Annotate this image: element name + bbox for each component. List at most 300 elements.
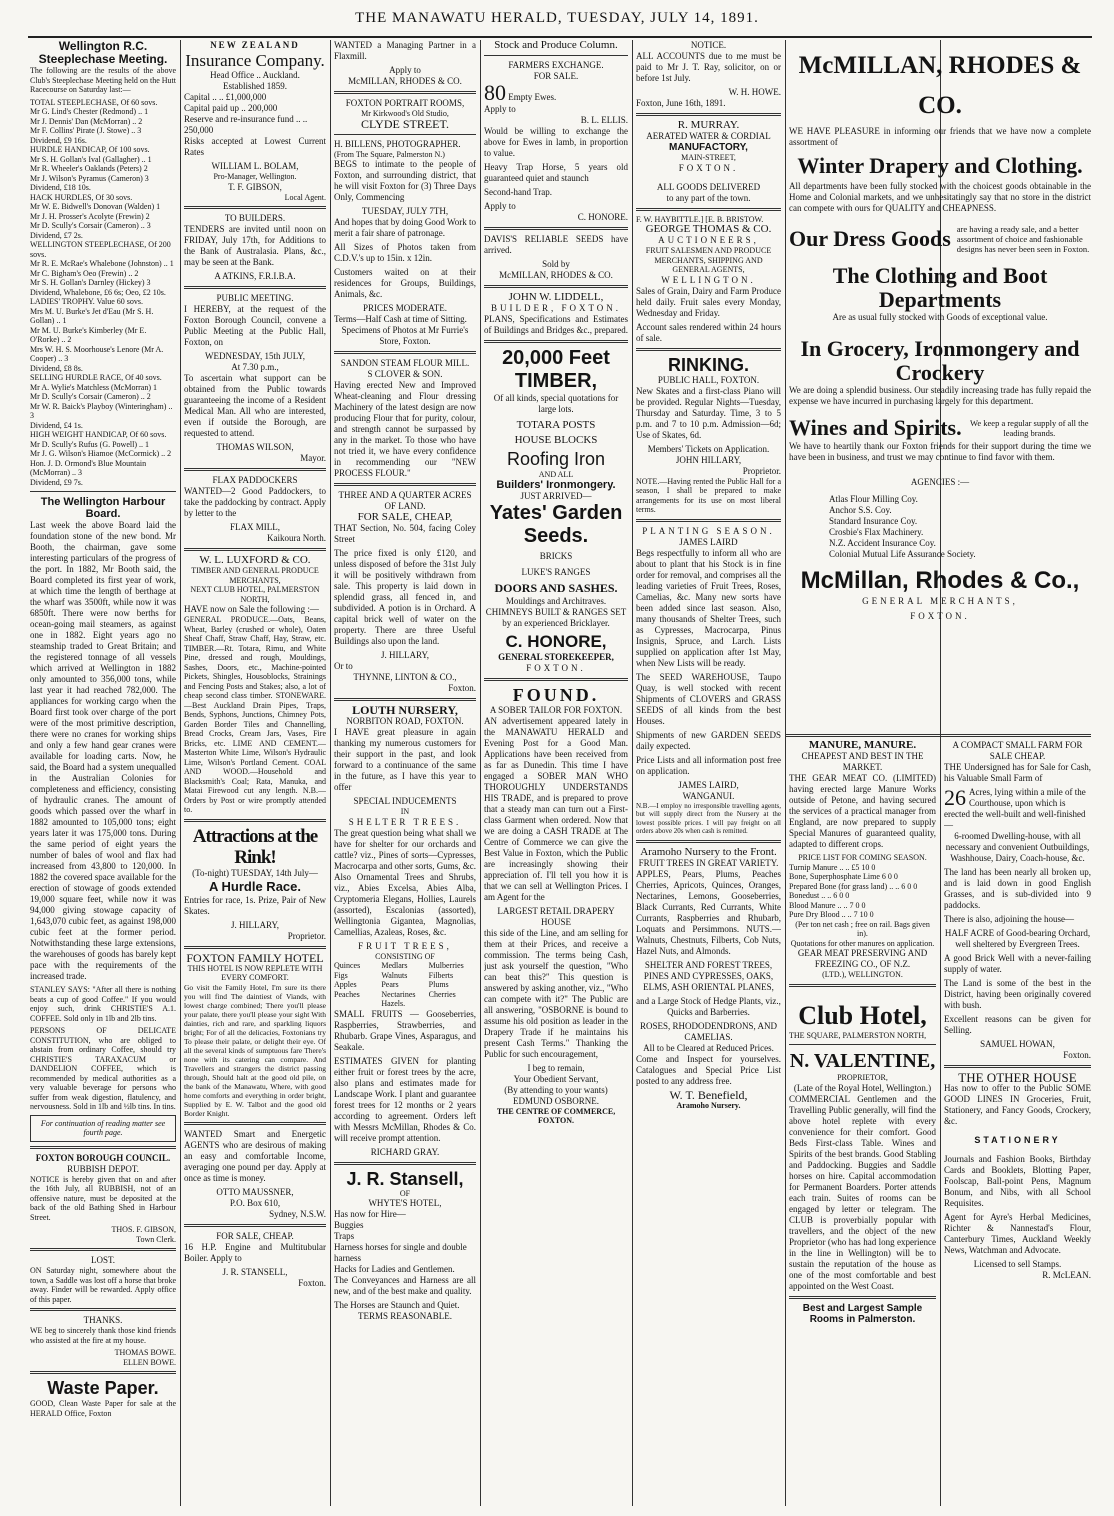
race-line: Mr J. Wilson's Pyramus (Cameron) 3 [30,173,149,183]
terms-half: Terms—Half Cash at time of Sitting. [334,314,467,324]
kirkwood: Mr Kirkwood's Old Studio, [361,109,449,118]
fruit-item: Mulberries [428,961,464,970]
fruit-item: Cherries [428,989,456,999]
journals: Journals and Fashion Books, Birthday Cards and Booklets, Blotting Paper, Foolscap, Ball-point Pens, Magnum Bonum, and Nibs, with all School Requisites. [944,1154,1091,1208]
hire-item: Buggies [334,1220,364,1230]
race-line: Mr D. Scully's Rufus (G. Powell) .. 1 [30,439,149,449]
nb-laird: N.B.—I employ no irresponsible travelling agents, but will supply direct from the Nursery at the lowest possible prices. I will pay freight on all orders above 20s when cash is remitted. [636,801,781,835]
flax-body: WANTED—2 Good Paddockers, to take the paddocking by contract. Apply by letter to the [184,486,326,518]
wanted-partner: WANTED a Managing Partner in a Flaxmill. [334,40,476,61]
mcmillan-rule [785,734,1091,737]
column-divider [480,40,481,1506]
column-divider [785,40,786,1506]
fruit-item: Quinces [334,961,361,970]
race-line: Dividend, £4 1s. [30,420,83,430]
established: Established 1859. [223,81,287,91]
horses-staunch: The Horses are Staunch and Quiet. [334,1300,460,1310]
race-line: Mr J. Dennis' Dan (McMorran) .. 2 [30,116,143,126]
stock-title: Stock and Produce Column. [494,40,618,51]
clover-son: S CLOVER & SON. [367,369,443,379]
new-skates: New Skates and a first-class Piano will be provided. Regular Nights—Tuesday, Thursday and Saturday. Time, 3 to 5 p.m. and 7 to 10 p.m. Admission—6d; Use of Skates, 6d. [636,385,781,440]
bricks: BRICKS [539,550,573,561]
bolam-role: Pro-Manager, Wellington. [213,172,297,181]
wines-side: We keep a regular supply of all the leading brands. [970,418,1089,438]
plans-body: PLANS, Specifications and Estimates of Buildings and Bridges &c., prepared. [484,314,628,335]
manure-title: MANURE, MANURE. [808,740,917,751]
waste-title: Waste Paper. [47,1378,159,1398]
shelter-trees: SHELTER TREES. [348,816,462,827]
davis-seeds: DAVIS'S RELIABLE SEEDS have arrived. [484,234,628,255]
lukes-ranges: LUKE'S RANGES [521,566,591,577]
hire-list [334,1220,476,1275]
builder: BUILDER, FOXTON. [490,303,622,313]
acres-body: Acres, lying within a mile of the Courthouse, upon which is erected the well-built and well-finished— [944,787,1086,830]
hp-engine: 16 H.P. Engine and Multitubular Boiler. Apply to [184,1241,326,1263]
local-agent: Local Agent. [284,192,326,202]
gear-sig: GEAR MEAT PRESERVING AND FREEZING CO., OF N.Z. [797,948,928,969]
mayor-name: THOMAS WILSON, [216,442,294,452]
mayor-title: Mayor. [300,453,326,463]
fruit-salesmen: FRUIT SALESMEN AND PRODUCE MERCHANTS, SHIPPING AND GENERAL AGENTS, [645,246,772,274]
proprietor-c7: PROPRIETOR, [837,1073,888,1082]
race-results [30,98,176,488]
risks: Risks accepted at Lowest Current Rates [184,136,326,157]
flax-mill: FLAX MILL, [230,522,280,532]
maussner: OTTO MAUSSNER, [216,1186,294,1197]
column-4 [484,40,628,1506]
roses: ROSES, RHODODENDRONS, AND CAMELIAS. [639,1020,778,1042]
roofing-iron: Roofing Iron [506,449,606,469]
gibson-signature: THOS. F. GIBSON, [111,1225,176,1234]
cheapest: CHEAPEST AND BEST IN THE MARKET. [801,751,924,772]
fruit-item: Pears [381,980,399,989]
stansell-sig: J. R. STANSELL, [222,1266,288,1277]
farmers-exchange: FARMERS EXCHANGE. [508,60,604,70]
race-line: Hon. J. D. Ormond's Blue Mountain (McMorran) .. 3 [30,458,147,477]
of-word: OF [399,1188,411,1198]
hedge: and a Large Stock of Hedge Plants, viz., Quicks and Barberries. [636,995,781,1017]
hotel-verse: Go visit the Family Hotel, I'm sure its there you will find The daintiest of Viands, with lowest charge combined; There you'll please your palate, there you'll please your sight With dainties, rich and rare, and sparkling liquors bright; For of all the delicacies, Foxtonians try To please their palate, or delight their eye. Of all the several kinds of sumptuous fare There's none with its catering can compare. And Travellers and strangers the district passing through, Should halt at the good old pile, on the bank of the Manawatu, Where, with good home comforts and everything in order bright, Supplied by E. W. Talbot and the good old Border Knight. [184,982,326,1118]
tenders-body: TENDERS are invited until noon on FRIDAY, July 17th, for Additions to the Bank of Australasia. Plans, &c., may be seen at the Bank. [184,224,326,267]
dress-goods: Our Dress Goods [789,226,951,251]
mcmillan-ad [789,40,1091,730]
stansell-foxton: Foxton. [298,1277,326,1288]
section-body: The price fixed is only £120, and unless disposed of before the 31st July it will be positively withdrawn from sale. This property is laid down in splendid grass, all fenced in, and subdivided. A potion is in Orchard. A capital brick well of water on the property. There are three Useful Buildings also upon the land. [334,548,476,646]
licensed: Licensed to sell Stamps. [973,1259,1062,1269]
manure-prices [789,863,936,920]
has-now: Has now for Hire— [334,1209,406,1219]
for-sale-cheap: FOR SALE, CHEAP, [357,511,453,523]
wellington: WELLINGTON. [661,274,756,285]
ellis: B. L. ELLIS. [580,115,628,125]
louth-title: LOUTH NURSERY, [352,703,458,717]
race-line: Mr S. H. Gollan's Darnley (Hickey) 3 [30,278,151,287]
agent-ayre: Agent for Ayre's Herbal Medicines, Richter & Nannestad's Flour, Canterbury Times, Auckland Weekly News, Watchman and Advocate. [944,1212,1091,1255]
fruit-item [334,999,381,1009]
laird: JAMES LAIRD [679,536,738,547]
beg-remain: I beg to remain, [527,1062,585,1073]
manufactory: MANUFACTORY, [669,142,748,153]
agency-item: Colonial Mutual Life Assurance Society. [829,549,976,559]
race-line: Mr S. H. Gollan's Ival (Gallagher) .. 1 [30,154,152,164]
square: THE SQUARE, PALMERSTON NORTH, [789,1030,927,1040]
largest-retail: LARGEST RETAIL DRAPERY HOUSE [497,905,615,927]
mcmillan-c4: McMILLAN, RHODES & CO. [499,270,613,280]
seeds-title: Seeds. [523,524,589,547]
foxton-sp: FOXTON. [678,162,739,173]
insurance-title: Insurance Company. [185,51,325,70]
attending: (By attending to your wants) [504,1084,608,1095]
empty-ewes: Empty Ewes. [508,92,557,102]
sober-tailor: A SOBER TAILOR FOR FOXTON. [489,704,623,715]
race-line: Mr G. Lind's Chester (Redmond) .. 1 [30,107,149,116]
clothing-boot: The Clothing and Boot Departments [832,263,1048,312]
gear-body: THE GEAR MEAT CO. (LIMITED) having erected large Manure Works outside of Petone, and having secured the services of a practical manager from England, are now prepared to supply Special Manures of guaranteed quality, adapted to different crops. [789,773,936,849]
general-store: GENERAL STOREKEEPER, [498,651,614,662]
agency-list [789,494,1091,560]
manure-price-row: Prepared Bone (for grass land) .. .. 6 0 0 [789,881,918,891]
column-2 [184,40,326,1506]
thynne: THYNNE, LINTON & CO., [353,672,457,682]
race-line: Mr J. H. Prosser's Acolyte (Frewin) 2 [30,211,150,221]
totara: TOTARA POSTS [516,419,596,431]
race-line: Mr F. Collins' Pirate (J. Stowe) .. 3 [30,126,142,135]
luxford-title: W. L. LUXFORD & CO. [199,554,311,566]
hopes-body: And hopes that by doing Good Work to merit a fair share of patronage. [334,217,476,238]
builders-title: TO BUILDERS. [224,213,286,223]
capital-row: Reserve and re-insurance fund .. .. 250,000 [184,114,308,135]
next-club: NEXT CLUB HOTEL, PALMERSTON NORTH, [190,585,320,604]
wines-row [789,415,1091,441]
race-line: Mr R. Wheeler's Oaklands (Peters) 2 [30,164,148,173]
race-line: Dividend, £9 16s. [30,135,87,145]
eighty: 80 [484,80,506,105]
terms-reasonable: TERMS REASONABLE. [357,1311,452,1321]
sale-cheap: FOR SALE, CHEAP. [216,1230,294,1241]
council-title: FOXTON BOROUGH COUNCIL. [35,1152,171,1163]
pleasure: WE HAVE PLEASURE in informing our friends that we have now a complete assortment of [789,126,1091,147]
hillary-sig: J. HILLARY, [230,919,280,930]
land-body: The land has been nearly all broken up, and is laid down in good English Grasses, and is sub-divided into 9 paddocks. [944,867,1091,910]
aramoho-title: Aramoho Nursery to the Front. [640,845,777,858]
lost-title: LOST. [90,1255,116,1265]
race-line: Mrs M. U. Burke's Jet d'Eau (Mr S. H. Gollan) .. 1 [30,306,154,325]
continuation-note: For continuation of reading matter see fourth page. [30,1115,176,1142]
proprietor-c5: Proprietor. [742,465,781,476]
or-to: Or to [334,661,353,671]
dwelling: 6-roomed Dwelling-house, with all necessary and convenient Outbuildings, Washhouse, Dairy, Coach-house, &c. [945,831,1090,863]
howe: W. H. HOWE. [728,87,781,97]
column-5 [636,40,781,1506]
atkins: A ATKINS, F.R.I.B.A. [214,271,296,281]
other-body: Has now to offer to the Public SOME GOOD LINES IN Groceries, Fruit, Stationery, and Fancy Goods, Crockery, &c. [944,1083,1091,1126]
begs-body: BEGS to intimate to the people of Foxton, and surrounding district, that he will visit Foxton for (3) Three Days Only, Commencing [334,159,476,202]
club-hotel: Club Hotel, [798,1000,927,1030]
honore-c: C. HONORE. [577,212,628,222]
for-sale: FOR SALE. [533,71,579,81]
thank-body: We have to heartily thank our Foxton friends for their support during the time we have been in business, and trust we may continue to find favor with them. [789,441,1091,462]
half-acre: There is also, adjoining the house— [944,914,1074,924]
race-line: Mr W. E. Bidwell's Donovan (Walden) 1 [30,202,161,211]
acres-num: 26 [944,785,966,810]
commercial: COMMERCIAL Gentlemen and the Travelling Public generally, will find the above hotel replete with every convenience for their comfort. Good Beds First-class Table. Wines and Spirits of the best brands. Good Stabling and Paddocking. Buggies and Saddle horses on hire. Capital accommodation for Permanent Boarders. Porter attends each train. Suites of rooms can be engaged by letter or telegram. The CLUB is proverbially popular with travellers, and the object of the new Proprietor (who has had long experience in the line in Wellington) will be to sustain the reputation of the house as one of the most comfortable and best appointed on the West Coast. [789,1093,936,1291]
timber-word: TIMBER, [514,370,598,392]
prices-moderate: PRICES MODERATE. [362,303,447,313]
clyde-street: CLYDE STREET. [361,116,449,131]
capital-table [184,92,326,136]
sandon-body: Having erected New and Improved Wheat-cleaning and Flour dressing Machinery of the latest design are now producing Flour that for purity, colour, and strength cannot be surpassed by any in the market. To those who have not tried it, we have every confidence in recommending our "NEW PROCESS FLOUR." [334,380,476,478]
agency-item: N.Z. Accident Insurance Coy. [829,538,936,548]
portrait-title: FOXTON PORTRAIT ROOMS, [345,98,465,108]
all-goods: ALL GOODS DELIVERED [656,181,761,192]
apply-to-ellis: Apply to [484,104,516,114]
fruit-list [334,961,476,1009]
rubbish-notice: NOTICE is hereby given that on and after the 16th July, all RUBBISH, not of an offensive nature, must be deposited at the back of the old Bathing Shed in Harbour Street. [30,1174,176,1222]
winter-drapery: Winter Drapery and Clothing. [797,153,1083,178]
foxton-hotel-title: FOXTON FAMILY HOTEL [186,950,324,965]
howan: SAMUEL HOWAN, [980,1039,1055,1049]
race-line: TOTAL STEEPLECHASE, Of 60 sovs. [30,97,158,107]
george-thomas: GEORGE THOMAS & CO. [645,223,772,235]
race-line: SELLING HURDLE RACE, Of 40 sovs. [30,373,162,382]
meeting-body: I HEREBY, at the request of the Foxton Borough Council, convene a Public Meeting at the Public Hall, Foxton, on [184,304,326,347]
billens-from: (From The Square, Palmerston N.) [334,149,445,159]
race-line: HURDLE HANDICAP, Of 100 sovs. [30,145,150,154]
dress-goods-row [789,224,1091,254]
column-divider [180,40,181,1506]
agencies-title: AGENCIES :— [910,477,970,487]
orchard: HALF ACRE of Good-bearing Orchard, well sheltered by Evergreen Trees. [944,928,1091,949]
ltd: (LTD.), WELLINGTON. [822,970,903,979]
sold-by: Sold by [542,259,570,269]
shelter-pines: SHELTER AND FOREST TREES, PINES AND CYPRESSES, OAKS, ELMS, ASH ORIENTAL PLANES, [643,959,774,992]
column-divider [330,40,331,1506]
aerated: AERATED WATER & CORDIAL [646,131,771,141]
special-inducements: SPECIAL INDUCEMENTS [353,796,457,806]
notice-body: ALL ACCOUNTS due to me must be paid to Mr J. T. Ray, solicitor, on or before 1st July. [636,51,781,83]
honore-big: C. HONORE, [505,631,607,651]
masthead-rule [28,36,1092,38]
manure-price-row: Bonedust .. .. 6 0 0 [789,891,850,900]
notice-title: NOTICE. [690,40,727,50]
louth-body: I HAVE great pleasure in again thanking my numerous customers for their support in the past, and look forward to a continuance of the same in the future, as I have this year to offer [334,727,476,792]
three-acres: THREE AND A QUARTER ACRES OF LAND. [338,490,472,511]
sales-body: Sales of Grain, Dairy and Farm Produce held daily. Fruit sales every Monday, Wednesday and Friday. [636,285,781,318]
column-8 [944,740,1091,1506]
masthead: THE MANAWATU HERALD, TUESDAY, JULY 14, 1891. [355,10,759,26]
mcmillan-contact: McMILLAN, RHODES & CO. [348,76,462,86]
lost-body: ON Saturday night, somewhere about the town, a Saddle was lost off a horse that broke away. Finder will be rewarded. Apply office of this paper. [30,1266,176,1304]
fruit-item: Plums [428,980,449,989]
hillary-c5: JOHN HILLARY, [675,454,742,465]
mcmillan-title: McMILLAN, RHODES & CO. [798,52,1082,119]
laird-body: Begs respectfully to inform all who are about to plant that his Stock is in fine order for removal, and comprises all the leading varieties of Fruit Trees, Roses, Camelias, &c. Many new sorts have been added since last season. Also, many thousands of Shelter Trees, such as Cypresses, Macrocarpa, Pinus Insignis, Spruce, and Larch. Lists supplied on application after 1st May, when New Lists will be ready. [636,547,781,668]
main-street: MAIN-STREET, [681,153,736,162]
foxton-c4: FOXTON. [526,662,586,673]
agency-item: Standard Insurance Coy. [829,516,918,526]
centre-commerce: THE CENTRE OF COMMERCE, FOXTON. [496,1106,616,1125]
conveyances: The Conveyances and Harness are all new, and of the best make and quality. [334,1275,476,1296]
timber-feet: 20,000 Feet [502,347,610,369]
foxton-c8: Foxton. [1063,1050,1091,1060]
nz-title: NEW ZEALAND [210,40,300,50]
fruit-item: Filberts [428,970,454,980]
race-line: HACK HURDLES, Of 30 sovs. [30,192,133,202]
note-hall: NOTE.—Having rented the Public Hall for a season, I shall be prepared to make arrangements for its use on most liberal terms. [636,476,781,514]
public-hall: PUBLIC HALL, FOXTON. [657,374,760,385]
capital-row: Capital .. .. £1,000,000 [184,92,267,102]
valentine: N. VALENTINE, [789,1050,936,1072]
meeting-purpose: To ascertain what support can be obtained from the Public towards guaranteeing the income of a Resident Medical Man. All who are interested, even if outside the Borough, are requested to attend. [184,373,326,438]
price-list-title: PRICE LIST FOR COMING SEASON. [798,853,927,862]
race-line: Dividend, £9 7s. [30,477,83,487]
sydney: Sydney, N.S.W. [269,1208,326,1219]
price-lists: Price Lists and all information post free on application. [636,754,781,776]
race-line: Dividend, Whalebone, £6 6s; Oeo, £2 10s. [30,287,166,297]
fruit-item: Walnuts [381,970,408,980]
fruit-item: Apples [334,980,357,989]
town-clerk: Town Clerk. [136,1234,176,1244]
produce-list: GENERAL PRODUCE.—Oats, Beans, Wheat, Barley (crushed or whole), Oaten Sheaf Chaff, Straw Chaff, Hay, Straw, etc. TIMBER.—Rt. Totara, Rimu, and White Pine, dressed and rough, Mouldings, Sashes, Doors, etc., Machine-pointed Pickets, Shingles, Housoblocks, Strainings and Fencing Posts and Stakes; also, a lot of cheap second class timber. STONEWARE.—Best Auckland Drain Pipes, Traps, Bends, Syphons, Junctions, Chimney Pots, Garden Border Tiles and Channelling, Bread Crocks, Cream Jars, Vases, Fire Bricks, etc. LIME AND CEMENT.—Masterton White Lime, Wilson's Hydraulic Lime, Wilson's Portland Cement. COAL AND WOOD.—Household and Blacksmith's Coal; Rata, Manuka, and Matai Firewood cut any length. N.B.—Orders by Post or wire promptly attended to. [184,615,326,814]
house-blocks: HOUSE BLOCKS [514,434,598,446]
liddell: JOHN W. LIDDELL, [508,291,604,303]
harbour-article: Last week the above Board laid the foundation stone of the new bond. Mr Booth, the chairman, gave some interesting particulars of the progress of the port. In 1882, Mr Booth said, the Board completed its first year of work, at which time the length of berthage at the wharf was 3500ft, while now it was 6850ft. There were now berths for ocean-going mail steamers, as against one in 1882. Eight years ago no steamship traded to Great Britain; and the registered tonnage of all vessels which arrived at Wellington in 1882 only amounted to 356,000 tons, while last year it had reached 782,000. The appliances for working cargo when the Board first took over charge of the port were of the most primitive description, there were no cranes for working ships and only a few hand gear cranes were available for loading carts. Now, he said, the Board had a system unequalled in the Australian Colonies for completeness and efficiency, consisting of hydraulic cranes. The amount of goods which passed over the wharf in 1882 amounted to 105,000 tons; eight years later it was 175,000 tons. During the same period of eight years the number of bales of wool and flax had increased from 43,800 to 120,000. In 1882 the covered space available for the erection of stowage of goods extended 19,000 square feet, while now it was 94,000 giving stowage capacity of 1,643,070 cubic feet, as against 198,000 cubic feet at the former period. Notwithstanding these large extensions, the warehouses of goods has barely kept pace with the requirements of the increased trade. [30,520,176,981]
grocery-body: We are doing a splendid business. Our steadily increasing trade has fully repaid the expense we have incurred in purchasing largely for this department. [789,385,1091,406]
per-ton: (Per ton net cash ; free on rail. Bags given in). [795,919,930,938]
yates-title: Yates' Garden [489,501,623,524]
and-all: AND ALL [538,470,574,479]
murray: R. MURRAY. [677,119,740,131]
kaikoura: Kaikoura North. [267,533,326,543]
norbiton: NORBITON ROAD, FOXTON. [346,716,464,726]
fruit-item: Figs [334,970,348,980]
delicate-ad: PERSONS OF DELICATE CONSTITUTION, who are obliged to abstain from ordinary Coffee, should try CHRISTIE'S TARAXACUM or DANDELION COFFEE, which is recommended by medical authorities as a very valuable beverage for persons who suffer from weak digestion, flatulency, and nervousness. Sold in 1lb and ½lb tins. In tins. [30,1026,176,1111]
fruit-item: Medlars [381,961,408,970]
apply-to: Apply to [389,65,421,75]
capital-row: Capital paid up .. 200,000 [184,103,278,113]
thanks-title: THANKS. [83,1315,123,1325]
come-inspect: Come and Inspect for yourselves. Catalogues and Special Price List posted to any address free. [636,1053,781,1086]
mouldings: Mouldings and Architraves. [505,595,607,606]
flax-title: FLAX PADDOCKERS [212,475,298,485]
specimens: Specimens of Photos at Mr Furrie's Store, Foxton. [341,325,469,346]
race-line: Dividend, £7 2s. [30,230,83,240]
race-line: Mr C. Bigham's Oeo (Frewin) .. 2 [30,268,139,278]
general-merchants: GENERAL MERCHANTS, [862,596,1018,606]
hurdle-race: A Hurdle Race. [209,878,301,894]
race-line: Dividend, £8 8s. [30,363,83,373]
hire-item: Harness horses for single and double harness [334,1242,467,1263]
apples-body: APPLES, Pears, Plums, Peaches Cherries, Apricots, Quinces, Oranges, Nectarines, Lemons, Gooseberries, Black Currants, Red Currants, White Currants, Raspberries and Rhubarb, Loquats and Persimmons. NUTS.—Walnuts, Chestnuts, Filberts, Cob Nuts, Hazel Nuts, and Almonds. [636,868,781,956]
column-divider [632,40,633,1506]
laird-sig: JAMES LAIRD, [678,779,739,790]
wanted-agents: WANTED Smart and Energetic AGENTS who are desirous of making an easy and comfortable Income, averaging one pound per day. Apply at once as time is money. [184,1128,326,1183]
planting-season: PLANTING SEASON. [642,525,775,536]
agency-item: Anchor S.S. Coy. [829,505,892,515]
agency-item: Atlas Flour Milling Coy. [829,494,918,504]
other-house: THE OTHER HOUSE [958,1070,1077,1085]
gibson-agent: T. F. GIBSON, [228,181,282,192]
any-part: to any part of the town. [666,192,751,203]
wanganui: WANGANUI. [682,790,735,801]
mcmillan-script: McMillan, Rhodes & Co., [800,567,1080,594]
rinking-title: RINKING. [668,354,749,375]
apply-honore: Apply to [484,201,516,211]
best-largest: Best and Largest Sample Rooms in Palmerston. [802,1302,923,1325]
consisting: CONSISTING OF [375,951,435,961]
sandon-title: SANDON STEAM FLOUR MILL. [340,358,470,368]
steeplechase-title: Wellington R.C. Steeplechase Meeting. [38,40,168,66]
race-line: HIGH WEIGHT HANDICAP, Of 60 sovs. [30,430,167,439]
race-line: Mr D. Scully's Corsair (Cameron) .. 2 [30,392,151,401]
that-section: THAT Section, No. 504, facing Coley Street [334,523,476,544]
clothing-body: Are as usual fully stocked with Goods of exceptional value. [832,312,1048,322]
mclean: R. McLEAN. [1042,1270,1091,1280]
stansell-title: J. R. Stansell, [346,1168,464,1189]
race-line: Mr J. G. Wilson's Hiamoe (McCormick) .. 2 [30,449,172,458]
richard-gray: RICHARD GRAY. [370,1146,440,1157]
thanks-body: WE beg to sincerely thank those kind friends who assisted at the fire at my house. [30,1326,176,1345]
rink-title: Attractions at the Rink! [192,825,318,868]
thanks-signature-1: THOMAS BOWE. [114,1348,176,1357]
entries: Entries for race, 1s. Prize, Pair of New Skates. [184,894,326,916]
late-royal: (Late of the Royal Hotel, Wellington.) [793,1082,932,1093]
reduced: All to be Cleared at Reduced Prices. [643,1042,774,1053]
members: Members' Tickets on Application. [647,443,770,454]
column-7 [789,740,936,1506]
reasons: Excellent reasons can be given for Selling. [944,1014,1091,1035]
account-sales: Account sales rendered within 24 hours of sale. [636,321,781,343]
manure-price-row: Blood Manure .. .. 7 0 0 [789,900,866,910]
in-word: IN [400,807,410,816]
ironmongery: Builders' Ironmongery. [496,478,616,491]
heavy-horse: Heavy Trap Horse, 5 years old guaranteed quiet and staunch [484,162,628,183]
hillary-c3: J. HILLARY, [380,650,430,660]
stocked: All departments have been fully stocked with the choicest goods obtainable in the Home and Colonial markets, and we unhesitatingly say that no store in the district can compete with ours for QUALITY and CHEAPNESS. [789,181,1091,213]
manure-price-row: Turnip Manure .. .. £5 10 0 [789,862,876,872]
fruit-variety: FRUIT TREES IN GREAT VARIETY. [638,857,779,868]
depot-title: RUBBISH DEPOT. [67,1163,139,1174]
fruit-item: Nectarines [381,989,416,999]
wines-spirits: Wines and Spirits. [789,415,962,440]
manure-price-row: Pure Dry Blood .. .. 7 10 0 [789,910,874,919]
agency-item: Crosbie's Flax Machinery. [829,527,924,537]
farm-intro: THE Undersigned has for Sale for Cash, his Valuable Small Farm of [944,762,1091,783]
fruit-item: Hazels. [381,999,406,1008]
land-best: The Land is some of the best in the District, having been originally covered with bush. [944,978,1091,1010]
customers-body: Customers waited on at their residences for Groups, Buildings, Animals, &c. [334,267,476,299]
race-line: Dividend, £18 10s. [30,183,91,192]
meeting-date: WEDNESDAY, 15th JULY, [205,351,305,361]
fruit-item: Peaches [334,989,360,999]
found-body-2: this side of the Line, and am selling for them at their Prices, and receive a commission. The terms being Cash, just ask yourself the question, "Who can beat this?" This question is answered by asking another, viz., "Who can compete with it?" The Public are all answering, "OSBORNE is bound to assume his old position as leader in the Drapery Trade if he maintains his present Cash Terms." Thanking the Public for such encouragement, [484,927,628,1059]
haybittle: F. W. HAYBITTLE.] [E. B. BRISTOW. [636,214,764,224]
hire-item: Traps [334,1231,355,1241]
tuesday-july: TUESDAY, JULY 7TH, [361,206,449,216]
billens: H. BILLENS, PHOTOGRAPHER. [334,138,461,149]
timber-merchants: TIMBER AND GENERAL PRODUCE MERCHANTS, [191,566,319,585]
race-line: Mr M. U. Burke's Kimberley (Mr E. O'Rorke) .. 2 [30,325,147,344]
rink-tonight: (To-night) TUESDAY, 14th July— [192,867,318,878]
fruit-trees: FRUIT TREES, [358,940,452,951]
race-line: Mr R. E. McRae's Whalebone (Johnston) .. 1 [30,259,174,268]
meeting-time: At 7.30 p.m., [231,362,279,372]
have-sale: HAVE now on Sale the following :— [184,604,319,614]
race-line: Mr A. Wylie's Matchless (McMorran) 1 [30,382,158,392]
stanley-ad: STANLEY SAYS: "After all there is nothing beats a cup of good Coffee." If you would enjoy such, drink CHRISTIE'S A.1. COFFEE. Sold only in 1lb and 2lb tins. [30,985,176,1023]
sizes-body: All Sizes of Photos taken from C.D.V.'s up to 15in. x 12in. [334,242,476,263]
po-box: P.O. Box 610, [229,1197,281,1208]
